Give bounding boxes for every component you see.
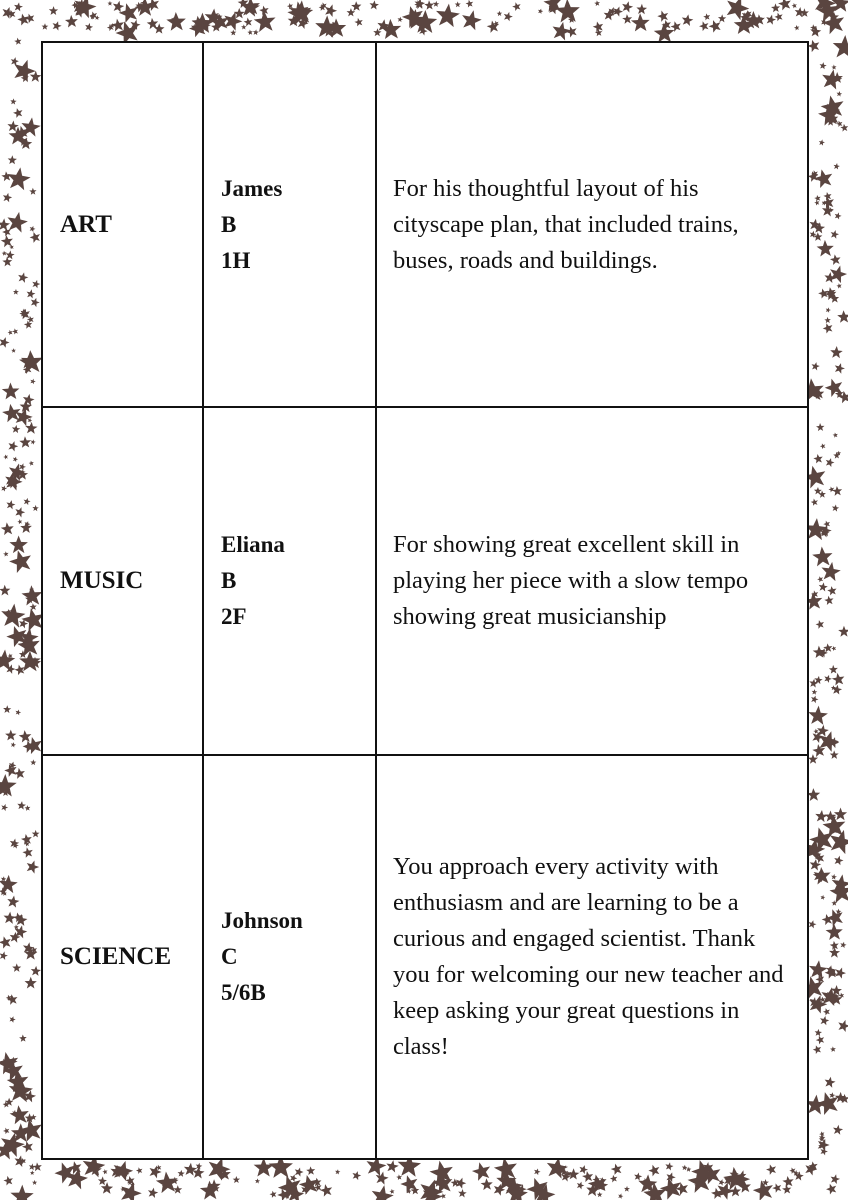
star-icon (351, 1, 362, 11)
star-icon (533, 1167, 541, 1175)
star-icon (2, 1126, 10, 1134)
star-icon (0, 218, 10, 231)
star-icon (594, 0, 600, 6)
star-icon (117, 1, 141, 24)
star-icon (480, 1178, 493, 1190)
star-icon (31, 279, 41, 289)
star-icon (830, 750, 839, 759)
student-first-name: Johnson (221, 908, 303, 933)
subject-cell: ART (42, 42, 203, 407)
star-icon (1, 250, 7, 255)
star-icon (815, 619, 826, 629)
star-icon (833, 854, 845, 865)
star-icon (22, 846, 35, 858)
star-icon (396, 1174, 403, 1180)
star-icon (397, 16, 403, 22)
star-icon (65, 14, 79, 27)
star-icon (814, 809, 828, 822)
star-icon (389, 1188, 395, 1194)
star-icon (550, 20, 572, 41)
star-icon (166, 12, 186, 31)
star-icon (424, 0, 434, 10)
subject-cell: SCIENCE (42, 755, 203, 1159)
star-icon (831, 504, 839, 512)
star-icon (825, 307, 832, 313)
star-icon (13, 289, 19, 295)
star-icon (233, 1176, 241, 1183)
star-icon (823, 376, 846, 398)
star-icon (812, 546, 834, 567)
star-icon (820, 67, 844, 90)
star-icon (838, 626, 848, 637)
star-icon (6, 895, 20, 908)
star-icon (829, 665, 839, 674)
star-icon (147, 1187, 159, 1199)
awards-table (41, 41, 809, 1160)
star-icon (831, 873, 838, 879)
star-icon (820, 560, 842, 581)
star-icon (818, 139, 825, 146)
star-icon (269, 1190, 278, 1198)
star-icon (243, 17, 253, 27)
star-icon (819, 442, 826, 449)
star-icon (9, 536, 28, 554)
star-icon (7, 440, 20, 453)
star-icon (819, 62, 827, 70)
star-icon (823, 674, 833, 684)
star-icon (815, 1034, 826, 1045)
star-icon (5, 250, 15, 260)
star-icon (51, 20, 63, 31)
star-icon (811, 689, 817, 695)
star-icon (511, 1, 522, 11)
star-icon (836, 283, 842, 289)
star-icon (18, 729, 32, 742)
star-icon (831, 672, 845, 686)
star-icon (831, 645, 837, 651)
star-icon (0, 522, 14, 536)
star-icon (10, 98, 17, 105)
star-icon (794, 6, 806, 17)
star-icon (609, 1174, 618, 1183)
star-icon (610, 1162, 624, 1175)
star-icon (839, 941, 847, 949)
star-icon (0, 803, 9, 812)
star-icon (816, 575, 824, 583)
star-icon (833, 163, 840, 170)
star-icon (19, 307, 32, 319)
star-icon (30, 1170, 35, 1175)
star-icon (5, 499, 16, 510)
star-icon (765, 1163, 778, 1176)
star-icon (15, 709, 22, 716)
star-icon (459, 8, 483, 31)
star-icon (824, 457, 835, 468)
star-icon (617, 1193, 624, 1200)
star-icon (19, 1034, 27, 1042)
star-icon (84, 22, 94, 31)
star-icon (664, 1161, 674, 1170)
star-icon (718, 14, 727, 22)
star-icon (29, 225, 37, 232)
star-icon (824, 317, 831, 324)
star-icon (335, 1169, 341, 1175)
star-icon (502, 11, 514, 22)
star-icon (24, 805, 30, 811)
star-icon (354, 17, 364, 27)
star-icon (111, 0, 125, 13)
award-row-music (42, 407, 808, 755)
award-row-science (42, 755, 808, 1159)
star-icon (681, 13, 694, 26)
star-icon (29, 378, 36, 385)
star-icon (810, 361, 820, 371)
star-icon (831, 64, 837, 69)
star-icon (13, 2, 23, 12)
star-icon (765, 13, 777, 25)
star-icon (8, 1015, 16, 1023)
star-icon (0, 485, 7, 492)
student-first-name: Eliana (221, 532, 285, 557)
star-icon (2, 192, 13, 203)
star-icon (620, 0, 634, 13)
student-last-initial: C (221, 944, 238, 969)
star-icon (777, 0, 793, 11)
star-icon (455, 1, 461, 7)
student-class: 5/6B (221, 980, 266, 1005)
star-icon (107, 1, 112, 6)
star-icon (834, 807, 847, 820)
star-icon (30, 965, 41, 976)
star-icon (822, 322, 835, 334)
star-icon (814, 1029, 822, 1037)
student-class: 2F (221, 604, 247, 629)
star-icon (819, 1015, 830, 1026)
star-icon (369, 0, 379, 10)
star-icon (794, 24, 800, 30)
star-icon (30, 439, 36, 445)
star-icon (12, 328, 19, 335)
star-icon (20, 522, 32, 533)
star-icon (575, 1180, 585, 1189)
star-icon (28, 460, 34, 466)
star-icon (831, 684, 842, 695)
star-icon (703, 13, 711, 21)
star-icon (624, 1186, 630, 1192)
reason-cell: For his thoughtful layout of his cityscape plan, that included trains, buses, roads and buildings. (376, 42, 808, 407)
star-icon (816, 240, 834, 257)
star-icon (241, 24, 246, 29)
star-icon (14, 37, 22, 45)
star-icon (829, 229, 839, 239)
star-icon (147, 1164, 163, 1180)
star-icon (470, 1160, 492, 1182)
star-icon (816, 423, 825, 432)
star-icon (829, 947, 840, 958)
star-icon (29, 296, 41, 307)
star-icon (3, 1175, 14, 1186)
star-icon (820, 894, 826, 900)
star-icon (836, 91, 842, 97)
star-icon (807, 705, 828, 725)
star-icon (12, 107, 24, 119)
star-icon (12, 456, 19, 463)
star-icon (17, 801, 27, 810)
star-icon (828, 485, 836, 492)
star-icon (830, 346, 843, 359)
reason-cell: For showing great excellent skill in playing her piece with a slow tempo showing great musicianship (376, 407, 808, 755)
star-icon (19, 436, 31, 448)
student-last-initial: B (221, 211, 237, 237)
star-icon (636, 4, 647, 15)
star-icon (0, 336, 11, 349)
star-icon (3, 551, 9, 557)
star-icon (810, 694, 820, 703)
star-icon (2, 382, 20, 399)
star-icon (647, 1163, 661, 1177)
star-icon (810, 498, 819, 506)
star-icon (782, 1175, 795, 1187)
star-icon (622, 14, 633, 24)
star-icon (247, 29, 253, 35)
star-icon (774, 11, 784, 21)
star-icon (293, 1166, 304, 1177)
star-icon (0, 234, 14, 247)
star-icon (832, 432, 838, 438)
star-icon (23, 497, 32, 505)
star-icon (22, 393, 36, 406)
star-icon (834, 211, 843, 220)
star-icon (823, 1076, 836, 1088)
star-icon (32, 830, 40, 838)
star-icon (0, 774, 17, 797)
star-icon (41, 23, 48, 30)
star-icon (30, 759, 36, 765)
star-icon (0, 935, 13, 950)
star-icon (10, 1184, 34, 1200)
star-icon (111, 18, 126, 32)
star-icon (252, 29, 259, 35)
star-icon (822, 1007, 831, 1016)
award-row-art (42, 42, 808, 407)
star-icon (832, 34, 848, 58)
star-icon (98, 1176, 108, 1185)
star-icon (25, 421, 38, 434)
star-icon (29, 603, 37, 611)
star-icon (771, 1182, 783, 1193)
star-icon (440, 1193, 447, 1200)
star-icon (824, 595, 835, 605)
star-icon (32, 1162, 42, 1172)
star-icon (24, 977, 36, 989)
star-icon (135, 1166, 143, 1174)
star-icon (813, 232, 822, 241)
star-icon (351, 1170, 362, 1181)
star-icon (656, 9, 670, 23)
star-icon (374, 1170, 390, 1185)
star-icon (486, 19, 500, 33)
star-icon (818, 582, 829, 592)
star-icon (825, 1182, 838, 1195)
star-icon (13, 1154, 27, 1167)
star-icon (698, 20, 710, 32)
star-icon (21, 1140, 35, 1153)
star-icon (751, 1178, 776, 1200)
subject-cell: MUSIC (42, 407, 203, 755)
star-icon (28, 230, 42, 243)
star-icon (255, 1178, 261, 1184)
star-icon (10, 741, 17, 747)
star-icon (49, 6, 58, 15)
star-icon (597, 1192, 603, 1198)
star-icon (829, 1173, 841, 1184)
student-class: 1H (221, 247, 251, 273)
star-icon (3, 705, 12, 713)
star-icon (7, 547, 34, 574)
star-icon (0, 585, 10, 596)
star-icon (837, 310, 848, 323)
star-icon (7, 155, 17, 164)
star-icon (665, 1171, 677, 1183)
star-icon (681, 1164, 687, 1170)
student-cell (203, 407, 376, 755)
star-icon (0, 874, 18, 893)
star-icon (833, 362, 846, 375)
star-icon (173, 1185, 182, 1194)
reason-cell: You approach every activity with enthusiasm and are learning to be a curious and engaged scientist. Thank you for welcoming our new teacher and keep asking your great questions in class! (376, 755, 808, 1159)
star-icon (497, 11, 503, 16)
star-icon (633, 1172, 643, 1181)
star-icon (555, 0, 580, 23)
star-icon (808, 959, 829, 979)
star-icon (26, 288, 37, 298)
star-icon (813, 453, 824, 464)
star-icon (6, 166, 32, 191)
star-icon (177, 1169, 185, 1177)
star-icon (306, 1166, 316, 1175)
star-icon (836, 1018, 848, 1033)
star-icon (3, 454, 9, 460)
star-icon (254, 1157, 274, 1176)
student-cell (203, 755, 376, 1159)
star-icon (653, 22, 675, 42)
star-icon (385, 1159, 399, 1173)
star-icon (827, 585, 838, 595)
star-icon (718, 1178, 726, 1186)
star-icon (832, 1124, 843, 1135)
star-icon (537, 8, 544, 14)
star-icon (829, 1092, 836, 1099)
star-icon (465, 0, 474, 8)
star-icon (812, 1044, 823, 1055)
student-last-initial: B (221, 568, 237, 593)
star-icon (101, 1182, 114, 1194)
student-cell (203, 42, 376, 407)
star-icon (29, 188, 37, 195)
star-icon (102, 1169, 108, 1175)
star-icon (791, 2, 798, 8)
star-icon (13, 506, 26, 518)
star-icon (32, 505, 39, 512)
star-icon (11, 424, 20, 433)
star-icon (833, 966, 847, 980)
star-icon (5, 730, 16, 741)
star-icon (12, 963, 21, 972)
star-icon (13, 767, 26, 779)
star-icon (458, 1189, 467, 1198)
star-icon (771, 3, 781, 12)
star-icon (183, 1162, 197, 1176)
star-icon (11, 348, 16, 353)
star-icon (7, 329, 13, 335)
star-icon (17, 519, 23, 525)
star-icon (17, 271, 30, 283)
star-icon (829, 254, 841, 266)
star-icon (814, 194, 822, 201)
star-icon (830, 1046, 836, 1052)
star-icon (0, 950, 9, 960)
star-icon (24, 858, 40, 874)
student-first-name: James (221, 175, 283, 201)
star-icon (812, 167, 834, 189)
star-icon (631, 13, 650, 32)
star-icon (32, 1180, 37, 1185)
